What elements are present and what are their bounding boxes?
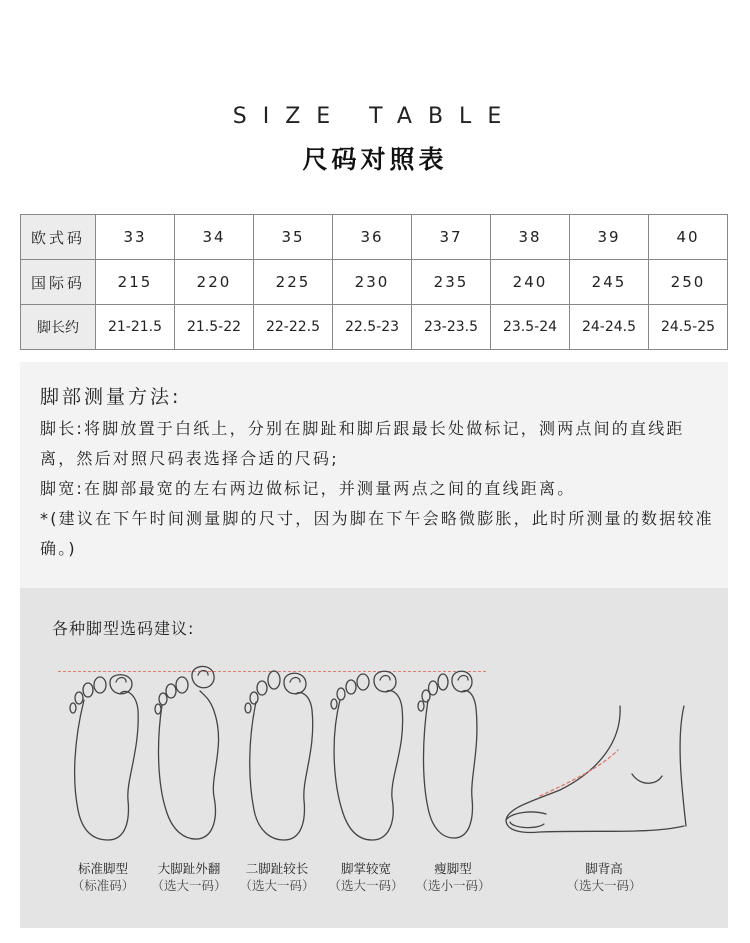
table-cell: 33 — [96, 215, 175, 260]
table-cell: 21.5-22 — [175, 305, 254, 350]
table-cell: 215 — [96, 260, 175, 305]
table-cell: 240 — [491, 260, 570, 305]
table-cell: 36 — [333, 215, 412, 260]
foot-tip: （选大一码） — [239, 878, 315, 893]
table-cell: 38 — [491, 215, 570, 260]
foot-name: 大脚趾外翻 — [157, 861, 221, 876]
table-cell: 245 — [570, 260, 649, 305]
foot-tip: （选小一码） — [415, 878, 491, 893]
table-cell: 39 — [570, 215, 649, 260]
table-cell: 230 — [333, 260, 412, 305]
wide-foot-icon — [331, 671, 403, 840]
foot-label-high-instep — [549, 860, 659, 894]
title-en: SIZE TABLE — [232, 104, 518, 129]
row-label: 国际码 — [21, 260, 96, 305]
row-label: 脚长约 — [21, 305, 96, 350]
row-label: 欧式码 — [21, 215, 96, 260]
foot-tip: （标准码） — [71, 878, 135, 893]
high-instep-foot-icon — [506, 706, 686, 833]
foot-label-slim — [398, 860, 508, 894]
foot-name: 二脚趾较长 — [245, 861, 309, 876]
instep-guide-curve — [540, 750, 618, 796]
standard-foot-icon — [70, 675, 138, 840]
foot-name: 脚背高 — [585, 861, 623, 876]
table-cell: 35 — [254, 215, 333, 260]
measure-line: 脚宽:在脚部最宽的左右两边做标记，并测量两点之间的直线距离。 — [40, 479, 576, 498]
foot-name: 瘦脚型 — [434, 861, 472, 876]
table-cell: 22.5-23 — [333, 305, 412, 350]
table-cell: 34 — [175, 215, 254, 260]
foot-name: 脚掌较宽 — [340, 861, 391, 876]
measure-line: 脚长:将脚放置于白纸上，分别在脚趾和脚后跟最长处做标记，测两点间的直线距离，然后对照尺码表选择合适的尺码; — [40, 419, 685, 468]
slim-foot-icon — [418, 671, 477, 838]
foot-name: 标准脚型 — [77, 861, 128, 876]
table-cell: 40 — [649, 215, 728, 260]
table-cell: 250 — [649, 260, 728, 305]
table-cell: 220 — [175, 260, 254, 305]
advice-title: 各种脚型选码建议: — [52, 619, 195, 638]
table-cell: 37 — [412, 215, 491, 260]
bunion-foot-icon — [155, 666, 219, 839]
foot-tip: （选大一码） — [328, 878, 404, 893]
table-cell: 24.5-25 — [649, 305, 728, 350]
foot-tip: （选大一码） — [151, 878, 227, 893]
foot-tip: （选大一码） — [566, 878, 642, 893]
title-cn: 尺码对照表 — [302, 145, 448, 174]
table-cell: 23.5-24 — [491, 305, 570, 350]
table-cell: 235 — [412, 260, 491, 305]
table-cell: 225 — [254, 260, 333, 305]
table-cell: 23-23.5 — [412, 305, 491, 350]
table-cell: 22-22.5 — [254, 305, 333, 350]
table-cell: 21-21.5 — [96, 305, 175, 350]
table-cell: 24-24.5 — [570, 305, 649, 350]
measure-line: *(建议在下午时间测量脚的尺寸，因为脚在下午会略微膨胀，此时所测量的数据较准确。) — [40, 509, 714, 558]
measure-title: 脚部测量方法: — [40, 386, 182, 408]
long-second-toe-foot-icon — [245, 671, 313, 840]
